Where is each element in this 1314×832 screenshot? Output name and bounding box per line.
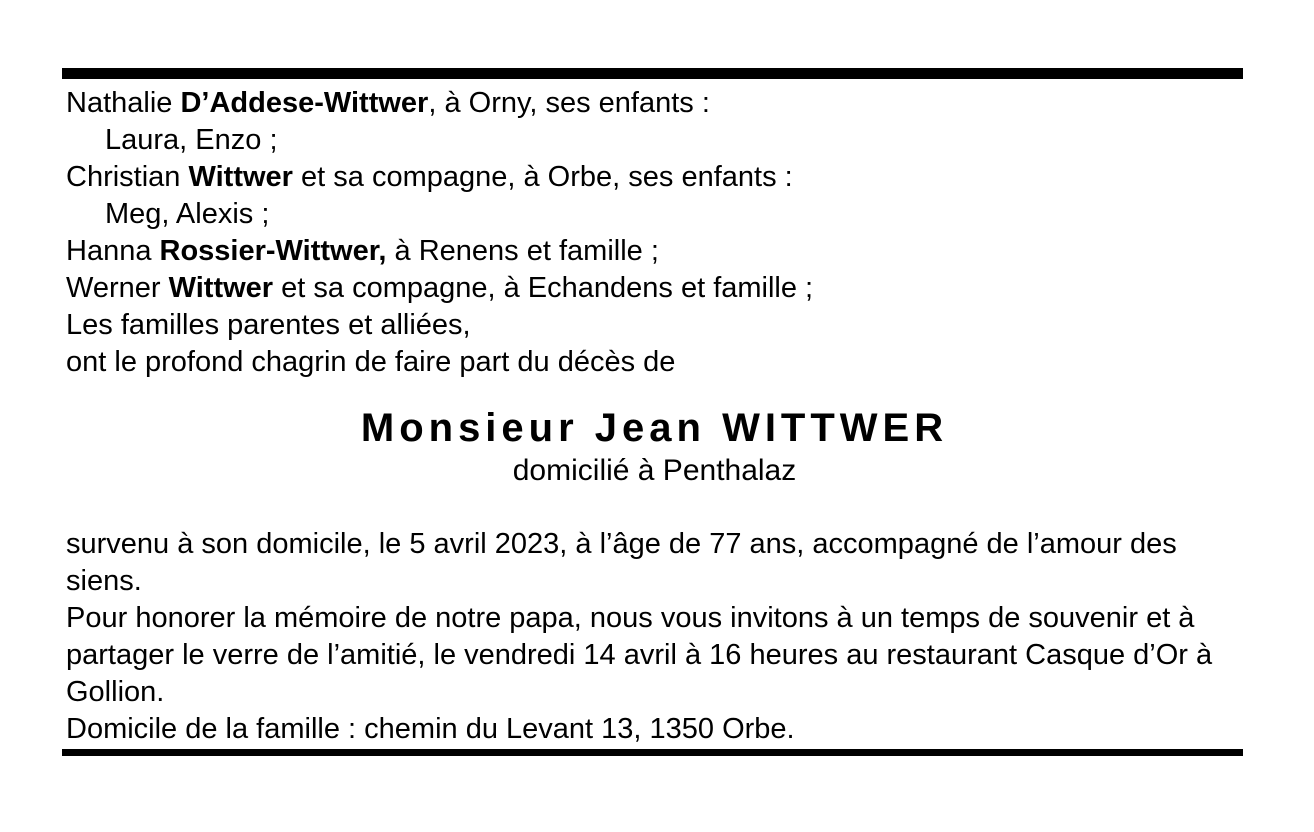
deceased-name: Monsieur Jean WITTWER [360, 406, 949, 450]
family-line-text: , à Orny, ses enfants : [428, 87, 710, 119]
family-line-text: Les familles parentes et alliées, [66, 309, 471, 341]
ceremony-paragraph: Pour honorer la mémoire de notre papa, nous vous invitons à un temps de souvenir et à partager le verre de l’amitié, le vendredi 14 avril à 16 heures au restaurant Casque d’Or à Gollion. [66, 602, 1213, 708]
family-line-text: Meg, Alexis ; [105, 198, 270, 230]
family-line [66, 159, 1243, 196]
family-name-bold: Wittwer [168, 272, 274, 304]
family-line [66, 85, 1243, 122]
family-line [66, 344, 1243, 381]
family-line-text: Werner [66, 272, 169, 304]
obituary-notice [62, 68, 1243, 756]
residence-line: domicilié à Penthalaz [512, 454, 797, 487]
family-line [66, 233, 1243, 270]
notice-body [66, 526, 1243, 748]
family-line [66, 307, 1243, 344]
family-line-text: Christian [66, 161, 189, 193]
family-lines [66, 85, 1243, 381]
family-line-text: à Renens et famille ; [386, 235, 659, 267]
family-line-text: et sa compagne, à Orbe, ses enfants : [292, 161, 793, 193]
family-line [66, 196, 1243, 233]
bottom-rule [62, 749, 1243, 756]
family-line-text: Laura, Enzo ; [105, 124, 278, 156]
family-name-bold: Rossier-Wittwer, [159, 235, 387, 267]
family-name-bold: Wittwer [188, 161, 293, 193]
death-details-paragraph: survenu à son domicile, le 5 avril 2023, à l’âge de 77 ans, accompagné de l’amour des siens. [66, 528, 1177, 597]
family-line-text: et sa compagne, à Echandens et famille ; [273, 272, 814, 304]
family-line [66, 270, 1243, 307]
family-line [66, 122, 1243, 159]
family-address-paragraph: Domicile de la famille : chemin du Levant 13, 1350 Orbe. [66, 713, 795, 745]
family-line-text: Nathalie [66, 87, 181, 119]
notice-text [62, 85, 1243, 748]
family-line-text: Hanna [66, 235, 160, 267]
family-line-text: ont le profond chagrin de faire part du décès de [66, 346, 676, 378]
top-rule [62, 68, 1243, 79]
family-name-bold: D’Addese-Wittwer [180, 87, 429, 119]
